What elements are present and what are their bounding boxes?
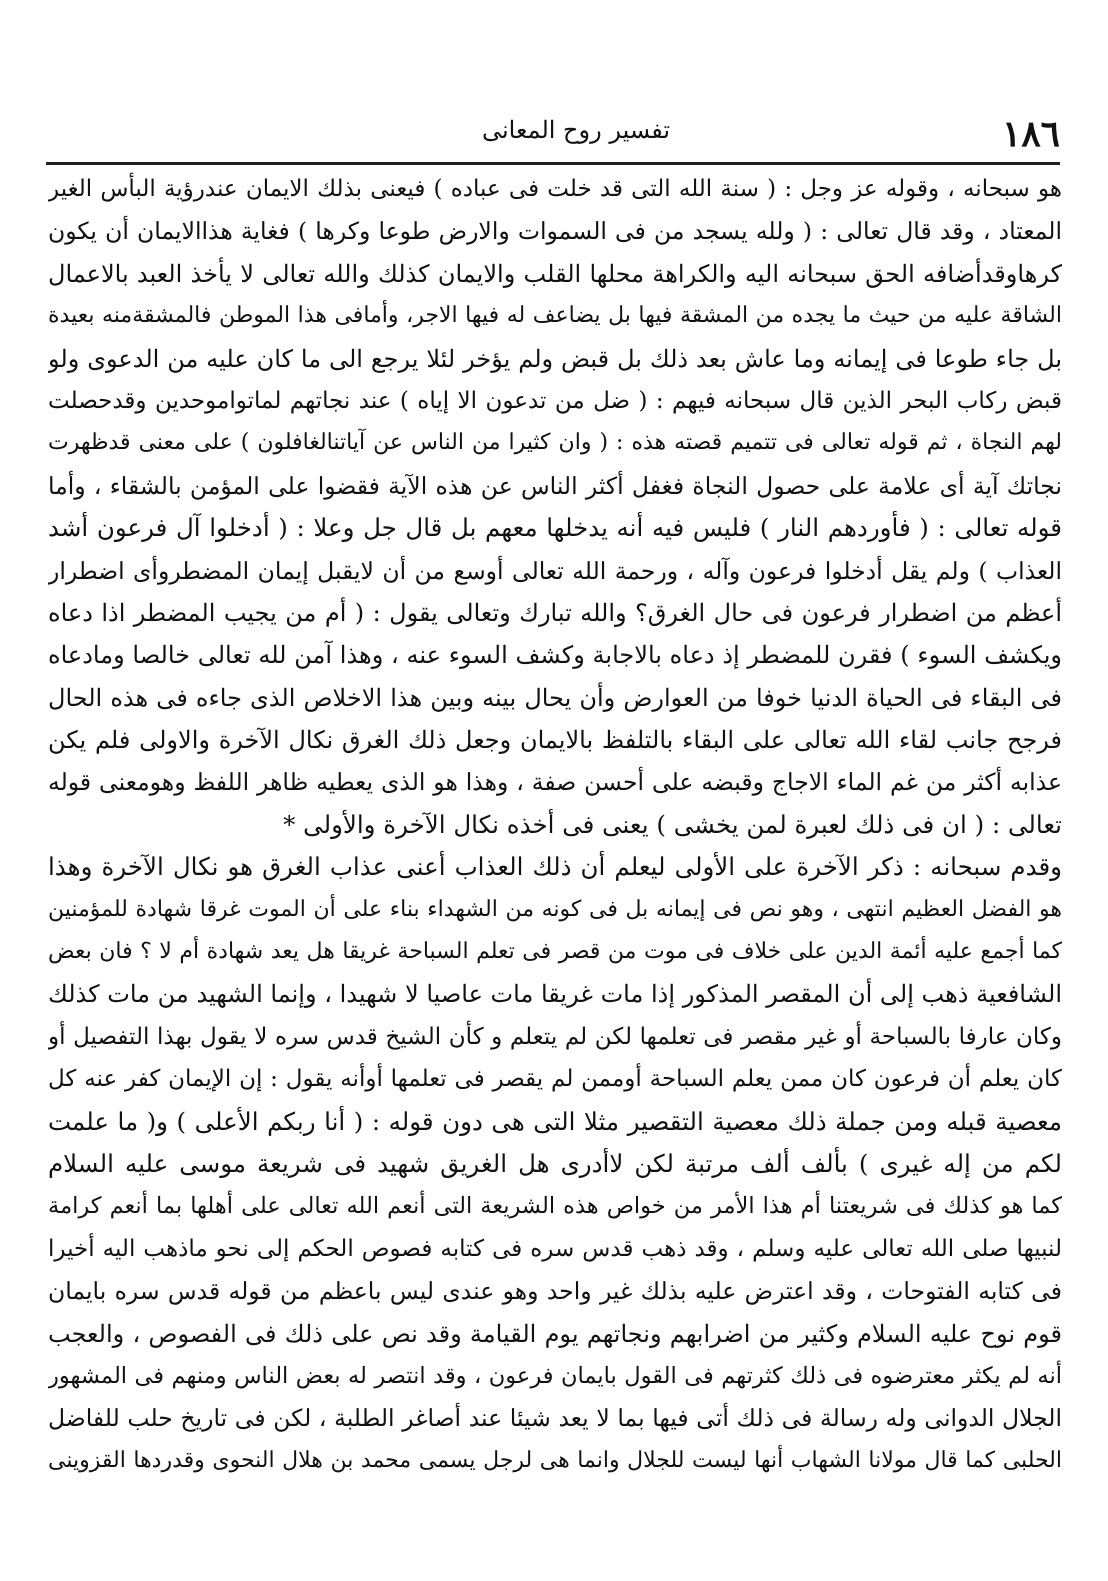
page-number: ١٨٦ [1001,113,1060,155]
text-line: الجلال الدوانى وله رسالة فى ذلك أتى فيها بما لا يعد شيئا عند أصاغر الطلبة ، لكن فى تاريخ حلب للفاضل [48,1404,1062,1433]
text-line: هو سبحانه ، وقوله عز وجل : ( سنة الله التى قد خلت فى عباده ) فيعنى بذلك الايمان عندرؤية البأس الغير [48,176,1062,202]
text-line: وقدم سبحانه : ذكر الآخرة على الأولى ليعلم أن ذلك العذاب أعنى عذاب الغرق هو نكال الآخرة وهذا [48,852,1062,882]
running-title: تفسير روح المعانى [482,116,671,144]
text-line: المعتاد ، وقد قال تعالى : ( ولله يسجد من فى السموات والارض طوعا وكرها ) فغاية هذاالايمان أن يكون [48,217,1062,246]
text-line: ويكشف السوء ) فقرن للمضطر إذ دعاه بالاجابة وكشف السوء عنه ، وهذا آمن لله تعالى خالصا ومادعاه [48,641,1062,670]
text-line: قوله تعالى : ( فأوردهم النار ) فليس فيه أنه يدخلها معهم بل قال جل وعلا : ( أدخلوا آل فرعون أشد [48,513,1062,543]
text-line: الشافعية ذهب إلى أن المقصر المذكور إذا مات غريقا مات عاصيا لا شهيدا ، وإنما الشهيد من مات كذلك [48,980,1062,1009]
text-line: بل جاء طوعا فى إيمانه وما عاش بعد ذلك بل قبض ولم يؤخر لئلا يرجع الى ما كان عليه من الدعوى ولو [48,344,1062,373]
body-text [48,168,1062,1482]
text-line: تعالى : ( ان فى ذلك لعبرة لمن يخشى ) يعنى فى أخذه نكال الآخرة والأولى * [283,809,1062,839]
text-line: لهم النجاة ، ثم قوله تعالى فى تتميم قصته هذه : ( وان كثيرا من الناس عن آياتنالغافلون ) على معنى قدظهرت [48,430,1062,456]
page-header [62,112,1060,156]
text-line: كرهاوقدأضافه الحق سبحانه اليه والكراهة محلها القلب والايمان كذلك والله تعالى لا يأخذ العبد بالاعمال [48,259,1062,288]
text-line: كما هو كذلك فى شريعتنا أم هذا الأمر من خواص هذه الشريعة التى أنعم الله تعالى على أهلها بما أنعم كرامة [48,1193,1062,1220]
text-line: لكم من إله غيرى ) بألف ألف مرتبة لكن لاأدرى هل الغريق شهيد فى شريعة موسى عليه السلام [48,1148,1062,1178]
text-line: عذابه أكثر من غم الماء الاجاج وقبضه على أحسن صفة ، وهذا هو الذى يعطيه ظاهر اللفظ وهومعنى قوله [48,768,1062,797]
text-line: الشاقة عليه من حيث ما يجده من المشقة فيها بل يضاعف له فيها الاجر، وأمافى هذا الموطن فالمشقةمنه بعيدة [48,303,1062,329]
text-line: معصية قبله ومن جملة ذلك معصية التقصير مثلا التى هى دون قوله : ( أنا ربكم الأعلى ) و( ما علمت [48,1106,1062,1136]
text-line: العذاب ) ولم يقل أدخلوا فرعون وآله ، ورحمة الله تعالى أوسع من أن لايقبل إيمان المضطروأى اضطرار [48,556,1062,585]
text-line: كما أجمع عليه أئمة الدين على خلاف فى موت من قصر فى تعلم السباحة غريقا هل يعد شهادة أم لا ؟ فان بعض [48,939,1062,965]
text-line: هو الفضل العظيم انتهى ، وهو نص فى إيمانه بل فى كونه من الشهداء بناء على أن الموت غرقا شهادة للمؤمنين [48,896,1062,922]
text-line: فى كتابه الفتوحات ، وقد اعترض عليه بذلك غير واحد وهو عندى ليس باعظم من قوله قدس سره بايمان [48,1277,1062,1306]
text-line: قوم نوح عليه السلام وكثير من اضرابهم ونجاتهم يوم القيامة وقد نص على ذلك فى الفصوص ، والعجب [48,1319,1062,1348]
text-line: فى البقاء فى الحياة الدنيا خوفا من العوارض وأن يحال بينه وبين هذا الاخلاص الذى جاءه فى هذه الحال [48,683,1062,712]
text-line: أنه لم يكثر معترضوه فى ذلك كثرتهم فى القول بايمان فرعون ، وقد انتصر له بعض الناس ومنهم فى المشهور [48,1362,1062,1389]
header-rule [46,162,1060,165]
text-line: كان يعلم أن فرعون كان ممن يعلم السباحة أوممن لم يقصر فى تعلمها أوأنه يقول : إن الإيمان كفر عنه كل [48,1066,1062,1093]
text-line: فرجح جانب لقاء الله تعالى على البقاء بالتلفظ بالايمان وجعل ذلك الغرق نكال الآخرة والاولى فلم يكن [48,726,1062,755]
text-line: نجاتك آية أى علامة على حصول النجاة فغفل أكثر الناس عن هذه الآية فقضوا على المؤمن بالشقاء ، وأما [48,471,1062,500]
text-line: أعظم من اضطرار فرعون فى حال الغرق؟ والله تبارك وتعالى يقول : ( أم من يجيب المضطر اذا دعاه [48,598,1062,627]
text-line: وكان عارفا بالسباحة أو غير مقصر فى تعلمها لكن لم يتعلم و كأن الشيخ قدس سره لا يقول بهذا التفصيل أو [48,1023,1062,1050]
text-line: الحلبى كما قال مولانا الشهاب أنها ليست للجلال وانما هى لرجل يسمى محمد بن هلال النحوى وقدردها القزوينى [48,1447,1062,1473]
text-line: قبض ركاب البحر الذين قال سبحانه فيهم : ( ضل من تدعون الا إياه ) عند نجاتهم لماتواموحدين وقدحصلت [48,387,1062,414]
text-line: لنبيها صلى الله تعالى عليه وسلم ، وقد ذهب قدس سره فى كتابه فصوص الحكم إلى نحو ماذهب اليه أخيرا [48,1235,1062,1262]
